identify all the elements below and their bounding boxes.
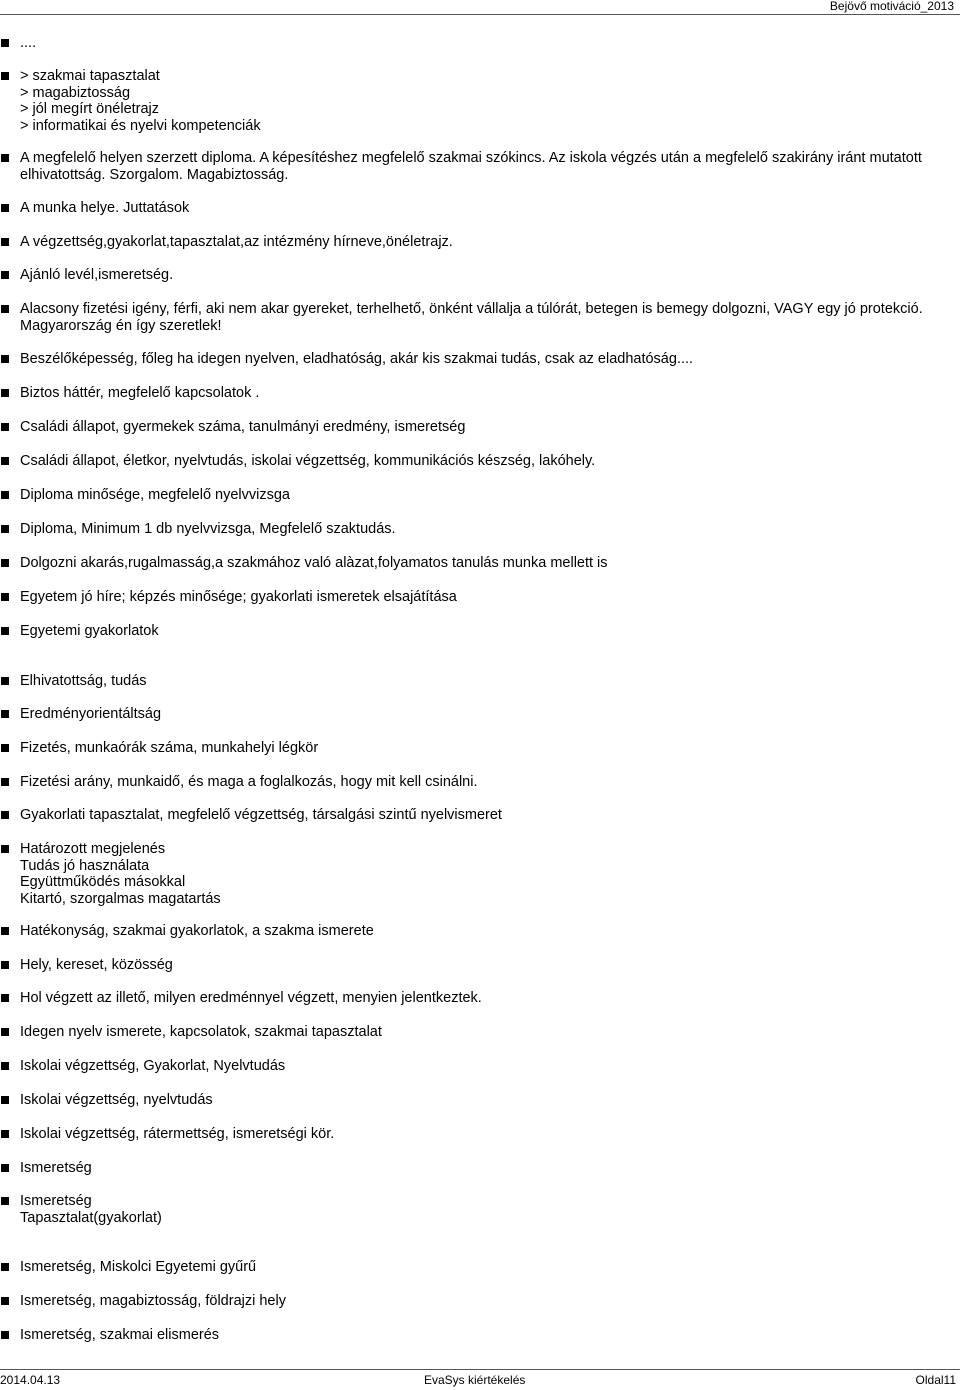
square-bullet-icon	[1, 961, 9, 969]
square-bullet-icon	[1, 1263, 9, 1271]
list-item-text: Beszélőképesség, főleg ha idegen nyelven, eladhatóság, akár kis szakmai tudás, csak az eladhatóság....	[20, 351, 694, 367]
list-item-text: Ismeretség	[20, 1160, 92, 1176]
list-item-text: Ismeretség, magabiztosság, földrajzi hely	[20, 1293, 286, 1309]
footer-title: EvaSys kiértékelés	[424, 1373, 526, 1387]
square-bullet-icon	[1, 811, 9, 819]
list-item-text: Diploma minősége, megfelelő nyelvvizsga	[20, 487, 290, 503]
list-item-text: ....	[20, 35, 37, 51]
square-bullet-icon	[1, 994, 9, 1002]
square-bullet-icon	[1, 927, 9, 935]
list-item-text: Iskolai végzettség, nyelvtudás	[20, 1092, 213, 1108]
list-item-text: Családi állapot, gyermekek száma, tanulmányi eredmény, ismeretség	[20, 419, 466, 435]
list-item-text: Diploma, Minimum 1 db nyelvvizsga, Megfelelő szaktudás.	[20, 521, 396, 537]
list-item-text: Ismeretség Tapasztalat(gyakorlat)	[20, 1193, 162, 1226]
square-bullet-icon	[1, 1096, 9, 1104]
footer-page-number: Oldal11	[915, 1373, 956, 1387]
list-item-text: Iskolai végzettség, rátermettség, ismeretségi kör.	[20, 1126, 335, 1142]
square-bullet-icon	[1, 593, 9, 601]
header-title: Bejövő motiváció_2013	[829, 0, 954, 13]
list-item-text: Ismeretség, Miskolci Egyetemi gyűrű	[20, 1259, 257, 1275]
square-bullet-icon	[1, 238, 9, 246]
square-bullet-icon	[1, 845, 9, 853]
list-item-text: Családi állapot, életkor, nyelvtudás, iskolai végzettség, kommunikációs készség, lakóhely.	[20, 453, 596, 469]
square-bullet-icon	[1, 677, 9, 685]
list-item-text: Egyetem jó híre; képzés minősége; gyakorlati ismeretek elsajátítása	[20, 589, 457, 605]
list-item-text: Hol végzett az illető, milyen eredménnyel végzett, menyien jelentkeztek.	[20, 990, 482, 1006]
square-bullet-icon	[1, 204, 9, 212]
square-bullet-icon	[1, 1028, 9, 1036]
list-item-text: Határozott megjelenés Tudás jó használata Együttműködés másokkal Kitartó, szorgalmas magatartás	[20, 841, 221, 907]
square-bullet-icon	[1, 627, 9, 635]
square-bullet-icon	[1, 154, 9, 162]
square-bullet-icon	[1, 305, 9, 313]
list-item-text: > szakmai tapasztalat > magabiztosság > jól megírt önéletrajz > informatikai és nyelvi kompetenciák	[20, 68, 261, 134]
square-bullet-icon	[1, 1130, 9, 1138]
list-item-text: Egyetemi gyakorlatok	[20, 623, 159, 639]
list-item-text: Iskolai végzettség, Gyakorlat, Nyelvtudás	[20, 1058, 286, 1074]
square-bullet-icon	[1, 72, 9, 80]
square-bullet-icon	[1, 355, 9, 363]
footer-date: 2014.04.13	[0, 1373, 61, 1387]
list-item-text: A megfelelő helyen szerzett diploma. A képesítéshez megfelelő szakmai szókincs. Az iskola végzés után a megfelelő szakirány iránt mutatott elhivatottság. Szorgalom. Magabiztosság.	[20, 150, 922, 183]
square-bullet-icon	[1, 1197, 9, 1205]
list-item-text: Elhivatottság, tudás	[20, 673, 147, 689]
square-bullet-icon	[1, 1062, 9, 1070]
square-bullet-icon	[1, 778, 9, 786]
square-bullet-icon	[1, 457, 9, 465]
square-bullet-icon	[1, 744, 9, 752]
square-bullet-icon	[1, 491, 9, 499]
list-item-text: Biztos háttér, megfelelő kapcsolatok .	[20, 385, 260, 401]
list-item-text: A végzettség,gyakorlat,tapasztalat,az intézmény hírneve,önéletrajz.	[20, 234, 453, 250]
list-item-text: Alacsony fizetési igény, férfi, aki nem akar gyereket, terhelhető, önként vállalja a túlórát, betegen is bemegy dolgozni, VAGY egy jó protekció. Magyarország én így szeretlek!	[20, 301, 923, 334]
list-item-text: Dolgozni akarás,rugalmasság,a szakmához való alàzat,folyamatos tanulás munka mellett is	[20, 555, 608, 571]
list-item-text: A munka helye. Juttatások	[20, 200, 190, 216]
square-bullet-icon	[1, 39, 9, 47]
list-item-text: Idegen nyelv ismerete, kapcsolatok, szakmai tapasztalat	[20, 1024, 382, 1040]
square-bullet-icon	[1, 1297, 9, 1305]
square-bullet-icon	[1, 710, 9, 718]
square-bullet-icon	[1, 1331, 9, 1339]
square-bullet-icon	[1, 559, 9, 567]
list-item-text: Eredményorientáltság	[20, 706, 162, 722]
header-divider	[0, 14, 960, 15]
footer-divider	[0, 1369, 960, 1370]
list-item-text: Hely, kereset, közösség	[20, 957, 173, 973]
list-item-text: Ajánló levél,ismeretség.	[20, 267, 174, 283]
list-item-text: Fizetési arány, munkaidő, és maga a foglalkozás, hogy mit kell csinálni.	[20, 774, 478, 790]
square-bullet-icon	[1, 271, 9, 279]
square-bullet-icon	[1, 423, 9, 431]
list-item-text: Hatékonyság, szakmai gyakorlatok, a szakma ismerete	[20, 923, 374, 939]
list-item-text: Gyakorlati tapasztalat, megfelelő végzettség, társalgási szintű nyelvismeret	[20, 807, 502, 823]
square-bullet-icon	[1, 525, 9, 533]
list-item-text: Ismeretség, szakmai elismerés	[20, 1327, 220, 1343]
square-bullet-icon	[1, 389, 9, 397]
list-item-text: Fizetés, munkaórák száma, munkahelyi légkör	[20, 740, 319, 756]
square-bullet-icon	[1, 1164, 9, 1172]
